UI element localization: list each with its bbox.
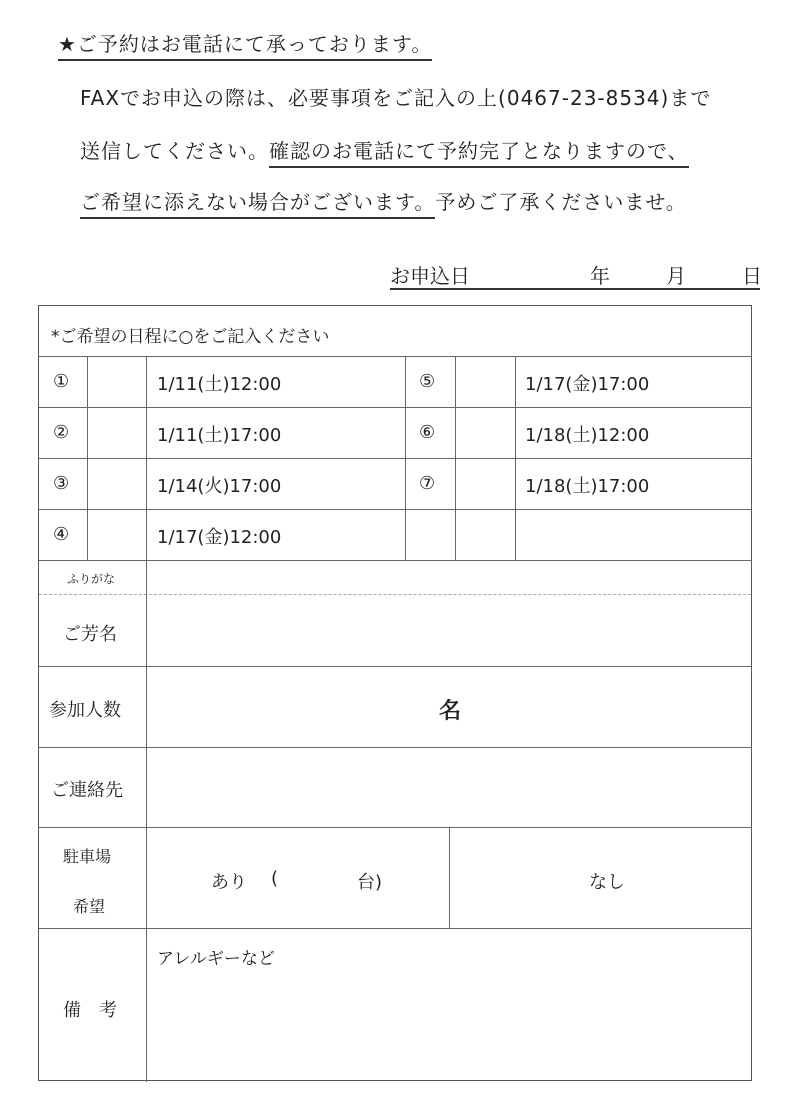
slot-4-check[interactable] [87,509,146,560]
parking-label-2: 希望 [73,897,106,916]
day-label: 日 [742,264,762,288]
remarks-label: 備 考 [63,1000,117,1021]
slot-number: ② [53,422,70,443]
year-label: 年 [590,264,610,288]
furigana-input[interactable] [146,560,753,594]
slot-5-check[interactable] [455,356,515,407]
slot-number: ⑦ [419,473,436,494]
reservation-form [38,305,752,1081]
slot-number: ① [53,371,70,392]
slot-7-check[interactable] [455,458,515,509]
participants-label: 参加人数 [49,700,121,721]
slot-datetime: 1/11(土)17:00 [157,425,282,446]
furigana-label: ふりがな [67,572,116,586]
slot-2-check[interactable] [87,407,146,458]
intro-line-2: FAXでお申込の際は、必要事項をご記入の上(0467-23-8534)まで [80,86,712,110]
parking-yes-option[interactable] [146,827,449,928]
application-date-label: お申込日 [390,264,470,288]
slot-3-check[interactable] [87,458,146,509]
slot-1-check[interactable] [87,356,146,407]
intro-line-3: 送信してください。確認のお電話にて予約完了となりますので、 [80,135,689,164]
divider [405,356,406,560]
slot-number: ④ [53,524,70,545]
parking-paren: ( [271,868,279,889]
parking-yes-label: あり [211,872,247,893]
parking-count-unit: 台) [357,872,383,893]
remarks-hint: アレルギーなど [157,949,275,969]
name-input[interactable] [146,594,753,666]
name-label: ご芳名 [63,624,117,645]
application-date-field[interactable] [390,258,760,290]
slot-datetime: 1/18(土)17:00 [525,476,650,497]
slot-datetime: 1/17(金)12:00 [157,527,282,548]
slot-number: ⑤ [419,371,436,392]
contact-label: ご連絡先 [51,780,123,801]
parking-no-label: なし [589,872,625,893]
slot-datetime: 1/14(火)17:00 [157,476,282,497]
participants-unit: 名 [439,699,462,724]
parking-label: 駐車場 [63,847,112,866]
intro-line-4: ご希望に添えない場合がございます。予めご了承くださいませ。 [80,186,687,215]
slot-datetime: 1/18(土)12:00 [525,425,650,446]
contact-input[interactable] [146,747,753,827]
slot-datetime: 1/17(金)17:00 [525,374,650,395]
slot-6-check[interactable] [455,407,515,458]
divider [515,356,516,560]
slot-number: ⑥ [419,422,436,443]
intro-line-1: ★ご予約はお電話にて承っております。 [58,28,432,57]
slot-datetime: 1/11(土)12:00 [157,374,282,395]
schedule-header: *ご希望の日程に○をご記入ください [51,327,330,347]
slot-number: ③ [53,473,70,494]
month-label: 月 [666,264,686,288]
